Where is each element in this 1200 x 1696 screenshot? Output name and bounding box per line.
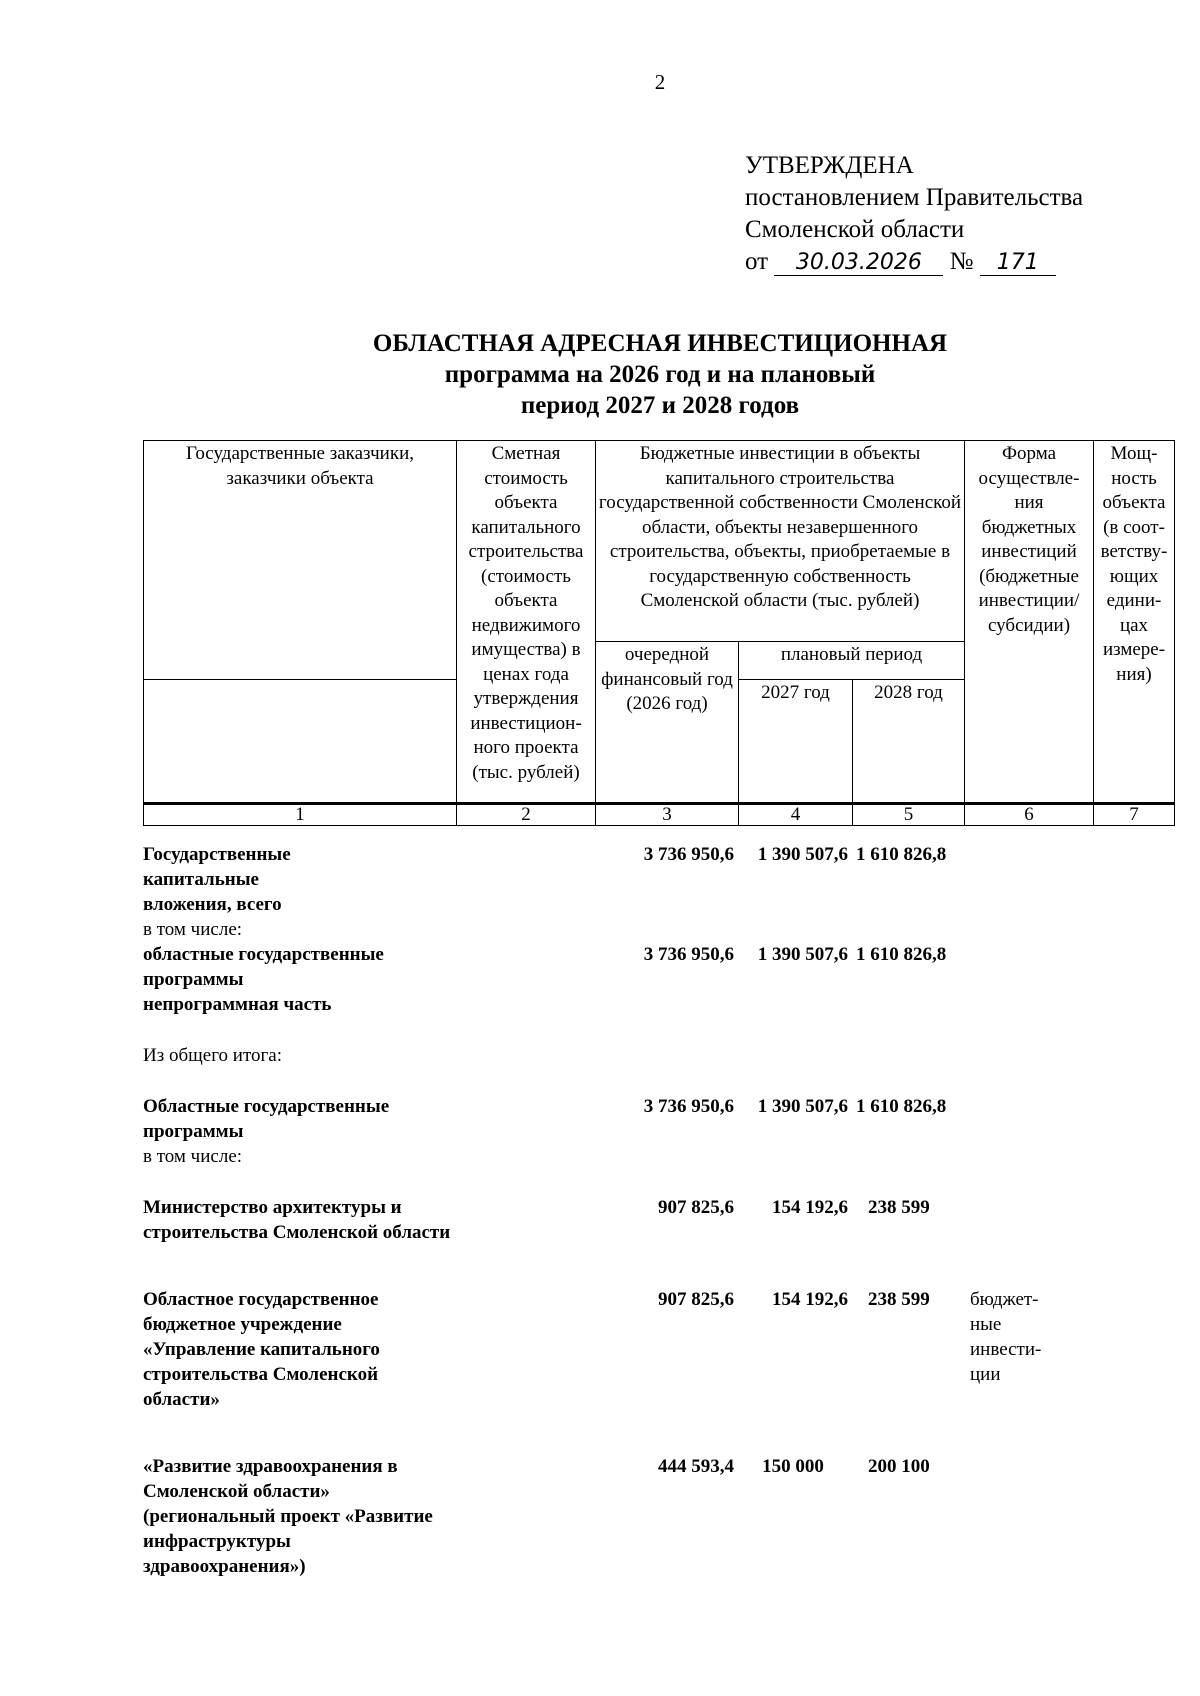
table-row	[143, 1043, 1174, 1068]
title-line-3: период 2027 и 2028 годов	[520, 392, 800, 419]
header-col-4: 2027 год	[739, 680, 853, 804]
row-value-2026: 3 736 950,6	[643, 1096, 734, 1117]
row-name: «Развитие здравоохранения в Смоленской области» (региональный проект «Развитие инфраструктуры здравоохранения»)	[143, 1456, 433, 1577]
row-value-2027: 1 390 507,6	[757, 944, 848, 965]
title-line-2: программа на 2026 год и на плановый	[444, 361, 876, 388]
row-value-2027: 150 000	[762, 1456, 824, 1477]
table-row	[143, 1454, 1174, 1579]
row-name: Государственные капитальные вложения, всего	[143, 844, 291, 915]
row-name: Областное государственное бюджетное учреждение «Управление капитального строительства Смоленской области»	[143, 1289, 380, 1410]
row-name: в том числе:	[143, 1146, 243, 1167]
row-name: Министерство архитектуры и строительства Смоленской области	[143, 1197, 451, 1243]
col-number: 4	[739, 804, 853, 826]
header-col-5: 2028 год	[853, 680, 965, 804]
row-value-2028: 1 610 826,8	[856, 1096, 947, 1117]
header-col-1-empty	[144, 680, 457, 804]
row-value-2028: 1 610 826,8	[856, 944, 947, 965]
header-col-3-group: Бюджетные инвестиции в объекты капитального строительства государственной собственности Смоленской области, объекты незавершенного строительства, объекты, приобретаемые в государственную собственность Смоленской области (тыс. рублей)	[596, 441, 965, 642]
approval-stamp	[745, 150, 1083, 278]
row-value-2028: 1 610 826,8	[856, 844, 947, 865]
table-row	[143, 1287, 1174, 1412]
row-value-2028: 238 599	[868, 1289, 930, 1310]
row-value-2026: 907 825,6	[658, 1289, 734, 1310]
table-row	[143, 917, 1174, 942]
row-form	[964, 1454, 1093, 1579]
col-number: 3	[596, 804, 739, 826]
row-name: в том числе:	[143, 919, 243, 940]
row-form	[964, 1094, 1093, 1144]
page-number: 2	[654, 70, 666, 94]
row-value-2026: 444 593,4	[658, 1456, 734, 1477]
approval-number: 171	[980, 251, 1056, 276]
row-name: непрограммная часть	[143, 994, 332, 1015]
row-form	[964, 842, 1093, 917]
approval-heading: УТВЕРЖДЕНА	[745, 152, 914, 179]
header-planned-period: плановый период	[739, 642, 965, 680]
row-name: областные государственные программы	[143, 944, 384, 990]
row-name: Из общего итога:	[143, 1045, 283, 1066]
row-value-2027: 154 192,6	[772, 1289, 848, 1310]
table-row	[143, 1094, 1174, 1144]
header-col-1: Государственные заказчики, заказчики объекта	[144, 441, 457, 680]
approval-line-2: Смоленской области	[745, 216, 965, 243]
header-col-3-current: очередной финансовый год (2026 год)	[596, 642, 739, 804]
row-form	[964, 1195, 1093, 1245]
header-col-2: Сметная стоимость объекта капитального строительства (стоимость объекта недвижимого имущества) в ценах года утверждения инвестицион-ного проекта (тыс. рублей)	[457, 441, 596, 804]
header-col-7: Мощ-ность объекта (в соот-ветству-ющих едини-цах измере-ния)	[1094, 441, 1175, 804]
row-name: Областные государственные программы	[143, 1096, 390, 1142]
date-prefix: от	[745, 248, 769, 275]
row-form	[964, 942, 1093, 992]
table-row	[143, 1144, 1174, 1169]
row-value-2027: 1 390 507,6	[757, 1096, 848, 1117]
title-line-1: ОБЛАСТНАЯ АДРЕСНАЯ ИНВЕСТИЦИОННАЯ	[372, 330, 948, 357]
number-prefix: №	[949, 248, 974, 275]
document-title	[150, 328, 1170, 421]
table-header	[143, 440, 1175, 826]
table-row	[143, 842, 1174, 917]
row-form: бюджет-ные инвести-ции	[970, 1289, 1042, 1385]
row-value-2027: 154 192,6	[772, 1197, 848, 1218]
row-value-2028: 238 599	[868, 1197, 930, 1218]
col-number: 1	[144, 804, 457, 826]
col-number: 2	[457, 804, 596, 826]
table-body	[143, 842, 1174, 1579]
row-value-2027: 1 390 507,6	[757, 844, 848, 865]
table-row	[143, 942, 1174, 992]
col-number: 6	[965, 804, 1094, 826]
approval-line-1: постановлением Правительства	[745, 184, 1084, 211]
row-value-2028: 200 100	[868, 1456, 930, 1477]
row-value-2026: 3 736 950,6	[643, 944, 734, 965]
row-value-2026: 3 736 950,6	[643, 844, 734, 865]
header-col-6: Форма осуществле-ния бюджетных инвестиций (бюджетные инвестиции/ субсидии)	[965, 441, 1094, 804]
approval-date: 30.03.2026	[774, 251, 943, 276]
approval-date-line	[745, 246, 1083, 278]
col-number: 7	[1094, 804, 1175, 826]
col-number: 5	[853, 804, 965, 826]
row-value-2026: 907 825,6	[658, 1197, 734, 1218]
table-row	[143, 1195, 1174, 1245]
table-row	[143, 992, 1174, 1017]
